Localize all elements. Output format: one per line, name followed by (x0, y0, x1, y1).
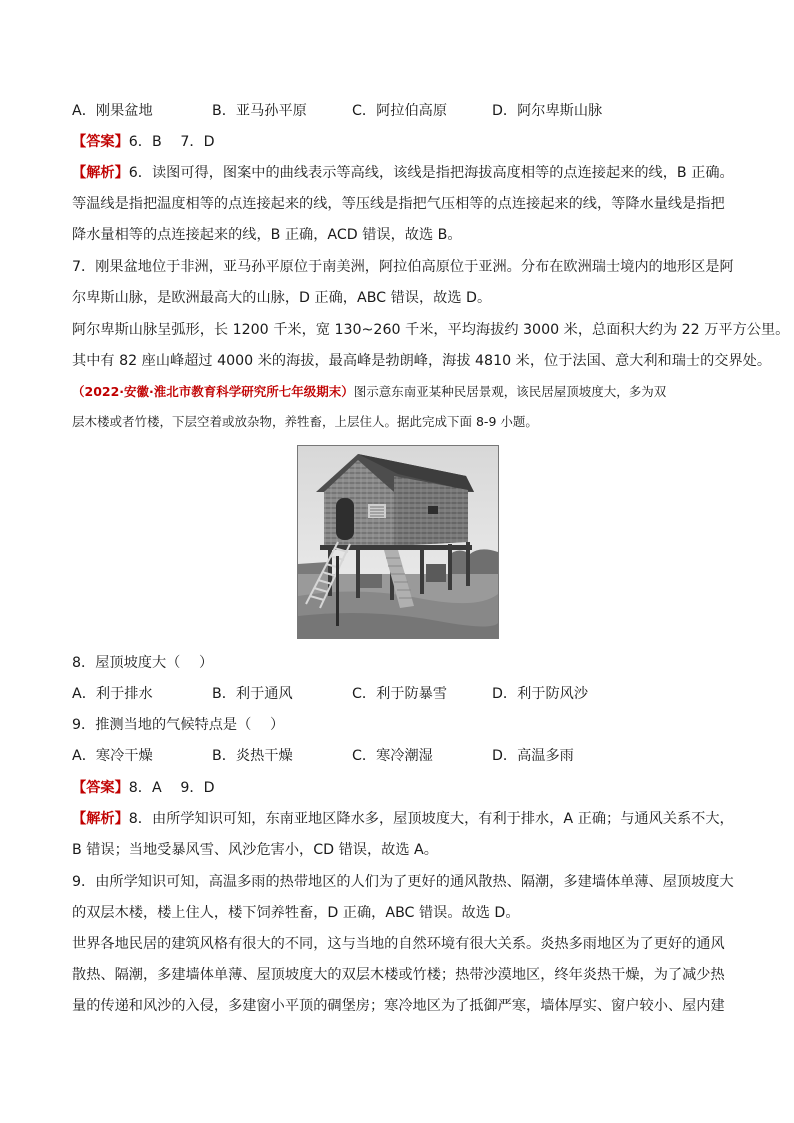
q8-option-a: A．利于排水 (72, 686, 153, 702)
analysis-7-line-1: 7．刚果盆地位于非洲，亚马孙平原位于南美洲，阿拉伯高原位于亚洲。分布在欧洲瑞士境内的地形区是阿 (72, 259, 734, 275)
analysis-7-line-2: 尔卑斯山脉，是欧洲最高大的山脉，D 正确，ABC 错误，故选 D。 (72, 290, 492, 306)
alps-note-line-2: 其中有 82 座山峰超过 4000 米的海拔，最高峰是勃朗峰，海拔 4810 米，位于法国、意大利和瑞士的交界处。 (72, 353, 772, 369)
answer-6-7 (72, 132, 215, 152)
answer-8-9-text: 8．A 9．D (128, 780, 215, 796)
extension-line-1: 世界各地民居的建筑风格有很大的不同，这与当地的自然环境有很大关系。炎热多雨地区为了更好的通风 (72, 936, 725, 952)
q7-option-b: B．亚马孙平原 (212, 103, 307, 119)
question-source: （2022·安徽·淮北市教育科学研究所七年级期末） (72, 384, 354, 399)
question-8: 8．屋顶坡度大（ ） (72, 655, 214, 671)
answer-6-7-text: 6．B 7．D (128, 134, 215, 150)
question-intro-line-1 (72, 382, 666, 402)
answer-8-9 (72, 778, 215, 798)
q8-option-d: D．利于防风沙 (492, 686, 589, 702)
extension-line-2: 散热、隔潮，多建墙体单薄、屋顶坡度大的双层木楼或竹楼；热带沙漠地区，终年炎热干燥，为了减少热 (72, 967, 725, 983)
q7-option-d: D．阿尔卑斯山脉 (492, 103, 603, 119)
answer-label-2: 【答案】 (72, 780, 129, 796)
q8-option-c: C．利于防暴雪 (352, 686, 448, 702)
analysis-label-2: 【解析】 (72, 811, 129, 827)
q8-option-b: B．利于通风 (212, 686, 293, 702)
q7-option-c: C．阿拉伯高原 (352, 103, 448, 119)
analysis-8-text-1: 8．由所学知识可知，东南亚地区降水多，屋顶坡度大，有利于排水，A 正确；与通风关系不大， (128, 811, 734, 827)
analysis-label: 【解析】 (72, 165, 129, 181)
q7-option-a: A．刚果盆地 (72, 103, 153, 119)
analysis-6-line-1 (72, 163, 734, 183)
analysis-6-line-2: 等温线是指把温度相等的点连接起来的线，等压线是指把气压相等的点连接起来的线，等降水量线是指把 (72, 196, 725, 212)
analysis-6-line-3: 降水量相等的点连接起来的线，B 正确，ACD 错误，故选 B。 (72, 227, 462, 243)
q9-option-d: D．高温多雨 (492, 748, 574, 764)
stilt-house-photo (297, 445, 499, 639)
question-9: 9．推测当地的气候特点是（ ） (72, 717, 285, 733)
q9-option-a: A．寒冷干燥 (72, 748, 153, 764)
extension-line-3: 量的传递和风沙的入侵，多建窗小平顶的碉堡房；寒冷地区为了抵御严寒，墙体厚实、窗户较小、屋内建 (72, 998, 725, 1014)
analysis-8-line-1 (72, 809, 734, 829)
question-intro-line-2: 层木楼或者竹楼，下层空着或放杂物，养牲畜，上层住人。据此完成下面 8-9 小题。 (72, 414, 538, 429)
q9-option-c: C．寒冷潮湿 (352, 748, 433, 764)
answer-label: 【答案】 (72, 134, 129, 150)
question-intro-text-1: 图示意东南亚某种民居景观，该民居屋顶坡度大，多为双 (353, 384, 667, 399)
q9-option-b: B．炎热干燥 (212, 748, 293, 764)
analysis-9-line-2: 的双层木楼，楼上住人，楼下饲养牲畜，D 正确，ABC 错误。故选 D。 (72, 905, 520, 921)
analysis-8-line-2: B 错误；当地受暴风雪、风沙危害小，CD 错误，故选 A。 (72, 842, 438, 858)
alps-note-line-1: 阿尔卑斯山脉呈弧形，长 1200 千米，宽 130~260 千米，平均海拔约 3000 米，总面积大约为 22 万平方公里。 (72, 322, 790, 338)
analysis-6-text-1: 6．读图可得，图案中的曲线表示等高线，该线是指把海拔高度相等的点连接起来的线，B 正确。 (128, 165, 734, 181)
analysis-9-line-1: 9．由所学知识可知，高温多雨的热带地区的人们为了更好的通风散热、隔潮，多建墙体单薄、屋顶坡度大 (72, 874, 734, 890)
